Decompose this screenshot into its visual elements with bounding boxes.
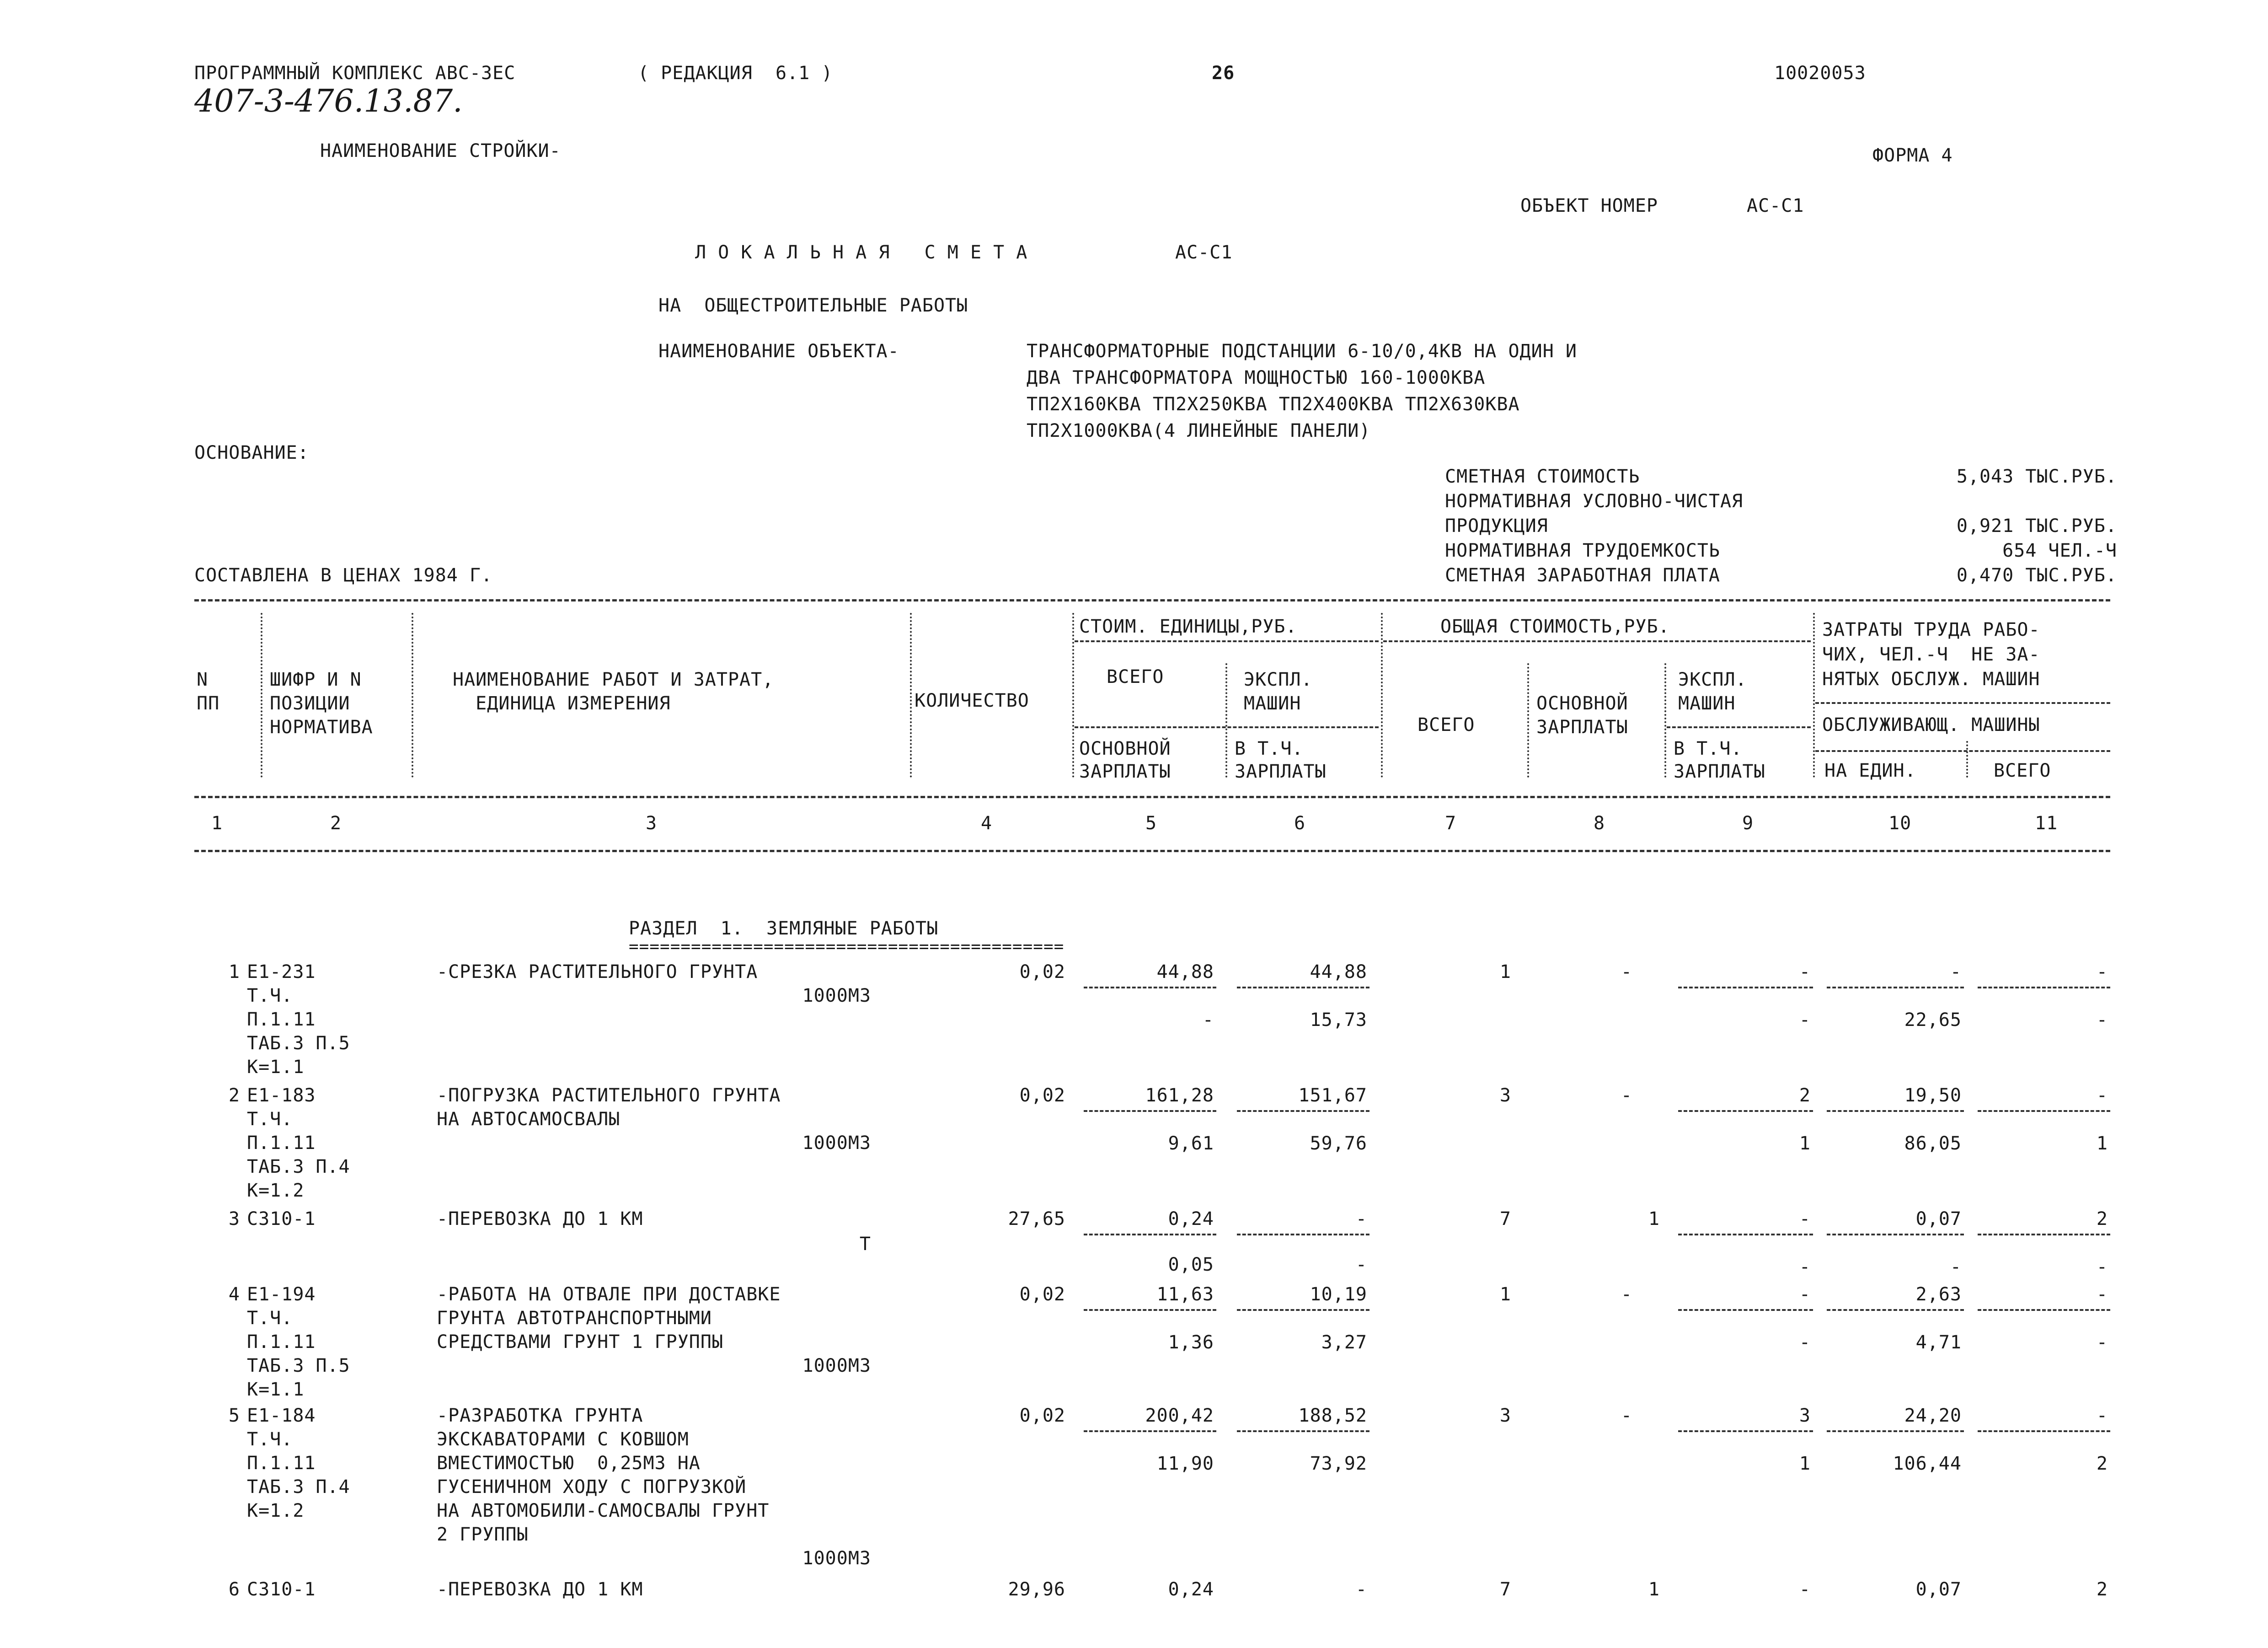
total-cost: 1	[1499, 1284, 1511, 1305]
work-name: -РАБОТА НА ОТВАЛЕ ПРИ ДОСТАВКЕ	[437, 1284, 781, 1305]
total-cost: 7	[1499, 1579, 1511, 1600]
norm-code: К=1.2	[247, 1500, 305, 1521]
unit-cost-wages: -	[1202, 1009, 1214, 1031]
column-number: 4	[981, 813, 993, 834]
total-wages: 1	[1648, 1579, 1660, 1600]
labor-machines-per-unit: 106,44	[1893, 1453, 1962, 1474]
norm-code: Е1-184	[247, 1405, 316, 1426]
norm-code: П.1.11	[247, 1009, 316, 1030]
norm-code: ТАБ.3 П.4	[247, 1476, 350, 1498]
summary-label: НОРМАТИВНАЯ ТРУДОЕМКОСТЬ	[1445, 540, 1720, 561]
labor-machines-total: -	[2096, 1256, 2108, 1278]
row-number: 2	[228, 1085, 240, 1106]
basis-label: ОСНОВАНИЕ:	[194, 442, 309, 463]
form-label: ФОРМА 4	[1872, 145, 1953, 166]
labor-total: -	[2096, 961, 2108, 982]
work-name: -РАЗРАБОТКА ГРУНТА	[437, 1405, 643, 1426]
edition: ( РЕДАКЦИЯ 6.1 )	[638, 63, 833, 84]
total-machines: -	[1799, 1579, 1811, 1600]
norm-code: Т.Ч.	[247, 1109, 293, 1130]
col-header-labor-machines: ОБСЛУЖИВАЮЩ. МАШИНЫ	[1822, 714, 2040, 735]
estimate-number: АС-С1	[1175, 242, 1233, 263]
col-header-unit-incl: В Т.Ч. ЗАРПЛАТЫ	[1235, 738, 1327, 782]
labor-per-unit: 0,07	[1915, 1579, 1962, 1600]
norm-code: К=1.1	[247, 1057, 305, 1078]
labor-total: 2	[2096, 1579, 2108, 1600]
work-name: ВМЕСТИМОСТЬЮ 0,25М3 НА	[437, 1453, 701, 1474]
col-header-n: N ПП	[197, 669, 220, 714]
labor-per-unit: -	[1950, 961, 1962, 982]
column-number: 6	[1294, 813, 1306, 834]
column-number: 2	[330, 813, 342, 834]
total-cost: 7	[1499, 1208, 1511, 1229]
labor-machines-total: 1	[2096, 1133, 2108, 1154]
row-number: 3	[228, 1208, 240, 1229]
cell-rule	[1827, 987, 1964, 988]
labor-per-unit: 0,07	[1915, 1208, 1962, 1229]
column-number: 5	[1145, 813, 1157, 834]
cell-rule	[1978, 1309, 2110, 1311]
col-header-name: НАИМЕНОВАНИЕ РАБОТ И ЗАТРАТ, ЕДИНИЦА ИЗМЕРЕНИЯ	[453, 669, 774, 714]
labor-total: 2	[2096, 1208, 2108, 1229]
cell-rule	[1084, 1430, 1216, 1432]
header-subrule	[1815, 702, 2110, 704]
labor-machines-per-unit: -	[1950, 1256, 1962, 1278]
summary-label: СМЕТНАЯ СТОИМОСТЬ	[1445, 466, 1640, 487]
norm-code: Е1-194	[247, 1284, 316, 1305]
row-number: 5	[228, 1405, 240, 1426]
handwritten-project-number: 407-3-476.13.87.	[194, 83, 463, 119]
section-title: РАЗДЕЛ 1. ЗЕМЛЯНЫЕ РАБОТЫ	[629, 918, 939, 939]
unit-cost-machines: 151,67	[1298, 1085, 1367, 1106]
unit-cost-machines: 10,19	[1310, 1284, 1367, 1305]
column-separator	[1664, 663, 1666, 778]
column-separator	[910, 613, 912, 778]
cell-rule	[1827, 1234, 1964, 1235]
page-number: 26	[1212, 63, 1235, 84]
total-machine-wages: 1	[1799, 1453, 1811, 1474]
summary-value: 0,921 ТЫС.РУБ.	[1956, 515, 2117, 537]
cell-rule	[1084, 1234, 1216, 1235]
header-subrule	[1075, 726, 1379, 728]
unit-cost-machine-wages: 59,76	[1310, 1133, 1367, 1154]
work-name: 2 ГРУППЫ	[437, 1524, 529, 1545]
col-header-total-all: ВСЕГО	[1418, 714, 1475, 735]
col-header-unit-cost: СТОИМ. ЕДИНИЦЫ,РУБ.	[1079, 616, 1297, 637]
labor-per-unit: 24,20	[1904, 1405, 1962, 1426]
row-number: 4	[228, 1284, 240, 1305]
quantity: 0,02	[1019, 1405, 1065, 1426]
table-top-rule	[194, 599, 2110, 601]
total-machine-wages: -	[1799, 1009, 1811, 1031]
labor-machines-total: -	[2096, 1009, 2108, 1031]
work-name: ЭКСКАВАТОРАМИ С КОВШОМ	[437, 1429, 689, 1450]
col-header-unit-machines: ЭКСПЛ. МАШИН	[1244, 669, 1313, 714]
unit-of-measure: 1000М3	[802, 1133, 871, 1154]
unit-cost-machine-wages: 73,92	[1310, 1453, 1367, 1474]
norm-code: ТАБ.3 П.4	[247, 1156, 350, 1177]
norm-code: П.1.11	[247, 1331, 316, 1353]
summary-label: ПРОДУКЦИЯ	[1445, 515, 1548, 537]
header-subrule	[1075, 640, 1379, 642]
total-wages: 1	[1648, 1208, 1660, 1229]
total-cost: 3	[1499, 1405, 1511, 1426]
row-number: 1	[228, 961, 240, 982]
labor-machines-per-unit: 4,71	[1915, 1332, 1962, 1353]
total-machine-wages: -	[1799, 1256, 1811, 1278]
norm-code: ТАБ.3 П.5	[247, 1355, 350, 1376]
unit-cost-total: 0,24	[1168, 1208, 1214, 1229]
total-wages: -	[1621, 1085, 1632, 1106]
col-header-unit-wages: ОСНОВНОЙ ЗАРПЛАТЫ	[1079, 738, 1171, 782]
cell-rule	[1978, 1234, 2110, 1235]
unit-of-measure: 1000М3	[802, 1355, 871, 1376]
labor-per-unit: 2,63	[1915, 1284, 1962, 1305]
quantity: 27,65	[1008, 1208, 1065, 1229]
norm-code: С310-1	[247, 1579, 316, 1600]
norm-code: Т.Ч.	[247, 985, 293, 1006]
column-separator	[1381, 613, 1383, 778]
unit-cost-total: 44,88	[1156, 961, 1214, 982]
cell-rule	[1678, 987, 1813, 988]
cell-rule	[1084, 987, 1216, 988]
cell-rule	[1678, 1234, 1813, 1235]
work-name: -ПЕРЕВОЗКА ДО 1 КМ	[437, 1579, 643, 1600]
object-name-line: ТРАНСФОРМАТОРНЫЕ ПОДСТАНЦИИ 6-10/0,4КВ НА ОДИН И	[1027, 341, 1577, 362]
unit-cost-machine-wages: 15,73	[1310, 1009, 1367, 1031]
work-name: -ПЕРЕВОЗКА ДО 1 КМ	[437, 1208, 643, 1229]
cell-rule	[1237, 1309, 1369, 1311]
cell-rule	[1237, 1430, 1369, 1432]
column-number: 9	[1742, 813, 1754, 834]
summary-label: НОРМАТИВНАЯ УСЛОВНО-ЧИСТАЯ	[1445, 491, 1744, 512]
unit-cost-machines: -	[1355, 1579, 1367, 1600]
total-machines: -	[1799, 1208, 1811, 1229]
unit-cost-machines: -	[1355, 1208, 1367, 1229]
object-name-label: НАИМЕНОВАНИЕ ОБЪЕКТА-	[658, 341, 899, 362]
col-header-total-machines: ЭКСПЛ. МАШИН	[1678, 669, 1747, 714]
labor-total: -	[2096, 1405, 2108, 1426]
unit-cost-wages: 9,61	[1168, 1133, 1214, 1154]
labor-total: -	[2096, 1284, 2108, 1305]
col-header-total-wages: ОСНОВНОЙ ЗАРПЛАТЫ	[1536, 693, 1628, 738]
column-separator	[1966, 741, 1968, 778]
prices-label: СОСТАВЛЕНА В ЦЕНАХ 1984 Г.	[194, 565, 493, 586]
norm-code: П.1.11	[247, 1453, 316, 1474]
unit-cost-total: 200,42	[1145, 1405, 1214, 1426]
unit-cost-total: 11,63	[1156, 1284, 1214, 1305]
quantity: 0,02	[1019, 1284, 1065, 1305]
column-number: 3	[646, 813, 658, 834]
unit-cost-wages: 1,36	[1168, 1332, 1214, 1353]
col-header-labor-unit: НА ЕДИН.	[1824, 760, 1916, 781]
labor-machines-total: -	[2096, 1332, 2108, 1353]
column-separator	[1072, 613, 1074, 778]
unit-of-measure: 1000М3	[802, 985, 871, 1006]
document-title: Л О К А Л Ь Н А Я С М Е Т А	[695, 242, 1028, 263]
unit-cost-total: 0,24	[1168, 1579, 1214, 1600]
program-name: ПРОГРАММНЫЙ КОМПЛЕКС АВС-ЗЕС	[194, 63, 516, 84]
norm-code: К=1.1	[247, 1379, 305, 1400]
unit-cost-wages: 11,90	[1156, 1453, 1214, 1474]
cell-rule	[1978, 1110, 2110, 1112]
construction-label: НАИМЕНОВАНИЕ СТРОЙКИ-	[320, 140, 561, 161]
document-code: 10020053	[1774, 63, 1866, 84]
cell-rule	[1827, 1110, 1964, 1112]
norm-code: Е1-183	[247, 1085, 316, 1106]
cell-rule	[1678, 1430, 1813, 1432]
column-separator	[261, 613, 262, 778]
cell-rule	[1237, 1110, 1369, 1112]
cell-rule	[1678, 1309, 1813, 1311]
summary-label: СМЕТНАЯ ЗАРАБОТНАЯ ПЛАТА	[1445, 565, 1720, 586]
cell-rule	[1084, 1309, 1216, 1311]
total-machines: 3	[1799, 1405, 1811, 1426]
total-wages: -	[1621, 1405, 1632, 1426]
norm-code: Т.Ч.	[247, 1429, 293, 1450]
total-machines: -	[1799, 1284, 1811, 1305]
unit-of-measure: Т	[859, 1234, 871, 1255]
unit-cost-machines: 188,52	[1298, 1405, 1367, 1426]
summary-value: 654 ЧЕЛ.-Ч	[2002, 540, 2117, 561]
unit-cost-machine-wages: -	[1355, 1254, 1367, 1275]
column-separator	[1813, 613, 1815, 778]
cell-rule	[1827, 1430, 1964, 1432]
work-name: -СРЕЗКА РАСТИТЕЛЬНОГО ГРУНТА	[437, 961, 758, 982]
work-name: НА АВТОМОБИЛИ-САМОСВАЛЫ ГРУНТ	[437, 1500, 770, 1521]
unit-cost-wages: 0,05	[1168, 1254, 1214, 1275]
object-name-line: ДВА ТРАНСФОРМАТОРА МОЩНОСТЬЮ 160-1000КВА	[1027, 367, 1486, 388]
quantity: 29,96	[1008, 1579, 1065, 1600]
column-separator	[412, 613, 413, 778]
labor-machines-per-unit: 22,65	[1904, 1009, 1962, 1031]
section-underline: ==========================================	[629, 937, 1064, 956]
cell-rule	[1978, 987, 2110, 988]
work-name: -ПОГРУЗКА РАСТИТЕЛЬНОГО ГРУНТА	[437, 1085, 781, 1106]
work-name: НА АВТОСАМОСВАЛЫ	[437, 1109, 620, 1130]
document-subtitle: НА ОБЩЕСТРОИТЕЛЬНЫЕ РАБОТЫ	[658, 295, 968, 316]
col-header-cipher: ШИФР И N ПОЗИЦИИ НОРМАТИВА	[270, 669, 373, 738]
object-number: АС-С1	[1747, 195, 1804, 216]
summary-value: 5,043 ТЫС.РУБ.	[1956, 466, 2117, 487]
total-machines: -	[1799, 961, 1811, 982]
column-separator	[1527, 663, 1529, 778]
column-number: 11	[2035, 813, 2058, 834]
object-name-line: ТП2Х160КВА ТП2Х250КВА ТП2Х400КВА ТП2Х630КВА	[1027, 394, 1520, 415]
object-name-line: ТП2Х1000КВА(4 ЛИНЕЙНЫЕ ПАНЕЛИ)	[1027, 420, 1371, 441]
unit-cost-total: 161,28	[1145, 1085, 1214, 1106]
unit-cost-machine-wages: 3,27	[1321, 1332, 1367, 1353]
labor-machines-per-unit: 86,05	[1904, 1133, 1962, 1154]
header-subrule	[1815, 750, 2110, 752]
norm-code: С310-1	[247, 1208, 316, 1229]
cell-rule	[1084, 1110, 1216, 1112]
column-number: 7	[1445, 813, 1457, 834]
total-machines: 2	[1799, 1085, 1811, 1106]
labor-machines-total: 2	[2096, 1453, 2108, 1474]
header-subrule	[1667, 726, 1811, 728]
col-header-unit-total: ВСЕГО	[1107, 666, 1164, 687]
unit-cost-machines: 44,88	[1310, 961, 1367, 982]
quantity: 0,02	[1019, 961, 1065, 982]
work-name: ГУСЕНИЧНОМ ХОДУ С ПОГРУЗКОЙ	[437, 1476, 747, 1498]
cell-rule	[1827, 1309, 1964, 1311]
work-name: СРЕДСТВАМИ ГРУНТ 1 ГРУППЫ	[437, 1331, 724, 1353]
norm-code: Т.Ч.	[247, 1308, 293, 1329]
cell-rule	[1237, 987, 1369, 988]
column-number: 8	[1594, 813, 1605, 834]
header-bottom-rule	[194, 796, 2110, 798]
row-number: 6	[228, 1579, 240, 1600]
col-header-qty: КОЛИЧЕСТВО	[915, 690, 1029, 711]
cell-rule	[1237, 1234, 1369, 1235]
summary-value: 0,470 ТЫС.РУБ.	[1956, 565, 2117, 586]
total-cost: 3	[1499, 1085, 1511, 1106]
column-number: 1	[211, 813, 223, 834]
labor-per-unit: 19,50	[1904, 1085, 1962, 1106]
column-separator	[1225, 663, 1227, 778]
work-name: ГРУНТА АВТОТРАНСПОРТНЫМИ	[437, 1308, 712, 1329]
cell-rule	[1678, 1110, 1813, 1112]
header-subrule	[1383, 640, 1811, 642]
norm-code: Е1-231	[247, 961, 316, 982]
norm-code: ТАБ.3 П.5	[247, 1033, 350, 1054]
unit-of-measure: 1000М3	[802, 1548, 871, 1569]
column-number: 10	[1888, 813, 1912, 834]
total-machine-wages: 1	[1799, 1133, 1811, 1154]
total-machine-wages: -	[1799, 1332, 1811, 1353]
object-number-label: ОБЪЕКТ НОМЕР	[1520, 195, 1658, 216]
cell-rule	[1978, 1430, 2110, 1432]
quantity: 0,02	[1019, 1085, 1065, 1106]
norm-code: К=1.2	[247, 1180, 305, 1201]
col-header-total-incl: В Т.Ч. ЗАРПЛАТЫ	[1674, 738, 1765, 782]
total-wages: -	[1621, 1284, 1632, 1305]
total-cost: 1	[1499, 961, 1511, 982]
norm-code: П.1.11	[247, 1133, 316, 1154]
col-header-total-cost: ОБЩАЯ СТОИМОСТЬ,РУБ.	[1440, 616, 1670, 637]
labor-total: -	[2096, 1085, 2108, 1106]
col-header-labor: ЗАТРАТЫ ТРУДА РАБО- ЧИХ, ЧЕЛ.-Ч НЕ ЗА- НЯТЫХ ОБСЛУЖ. МАШИН	[1822, 619, 2040, 690]
total-wages: -	[1621, 961, 1632, 982]
numbers-bottom-rule	[194, 850, 2110, 852]
col-header-labor-total: ВСЕГО	[1994, 760, 2051, 781]
